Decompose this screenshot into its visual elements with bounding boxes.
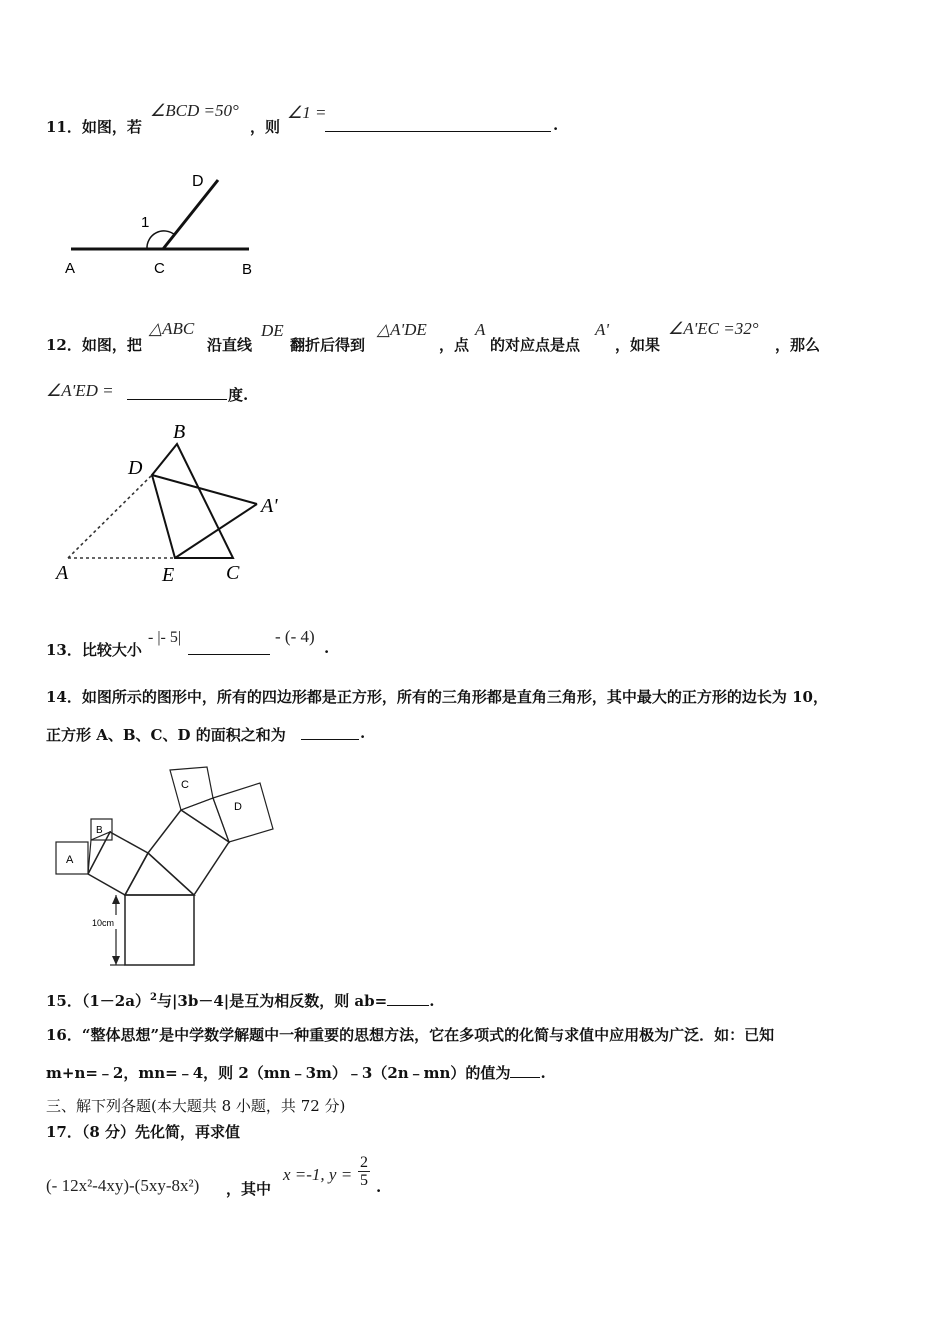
q16-line1: 16．“整体思想”是中学数学解题中一种重要的思想方法，它在多项式的化简与求值中应用极为广泛．如：已知 bbox=[46, 1026, 775, 1044]
label-c: C bbox=[226, 562, 240, 584]
q14-figure bbox=[50, 755, 290, 975]
q14-answer-blank[interactable] bbox=[301, 724, 359, 740]
label-b: B bbox=[96, 825, 103, 836]
label-a: A bbox=[56, 562, 69, 584]
q12-e3: △A'DE bbox=[377, 320, 427, 339]
q12-e4: A bbox=[475, 320, 486, 339]
q12-t2: 沿直线 bbox=[207, 336, 253, 354]
q17-fraction bbox=[358, 1154, 370, 1189]
q12-t3: 翻折后得到 bbox=[290, 336, 366, 354]
q11-expr-angle-bcd: ∠BCD =50° bbox=[150, 101, 239, 120]
q14-line1: 14．如图所示的图形中，所有的四边形都是正方形，所有的三角形都是直角三角形，其中最大的正方形的边长为 10， bbox=[46, 688, 828, 706]
q11-text1: 如图，若 bbox=[81, 118, 142, 136]
q17-expr: (- 12x²-4xy)-(5xy-8x²) bbox=[46, 1176, 200, 1195]
q12-number: 12． bbox=[46, 336, 82, 354]
dashed-ad bbox=[68, 475, 152, 558]
q12-answer-blank[interactable] bbox=[127, 384, 227, 400]
q17-cond: x =-1, y = bbox=[283, 1165, 353, 1184]
q11-number: 11． bbox=[46, 118, 82, 136]
q12-t6: ，如果 bbox=[615, 336, 661, 354]
q16-line2: m+n=﹣2，mn=﹣4，则 2（mn﹣3m）﹣3（2n﹣mn）的值为 bbox=[46, 1064, 511, 1082]
left-square bbox=[88, 832, 148, 895]
q16-answer-blank[interactable] bbox=[510, 1063, 540, 1078]
label-a: A bbox=[66, 854, 74, 866]
q14-line2: 正方形 A、B、C、D 的面积之和为 bbox=[46, 726, 286, 744]
q17-mid: ，其中 bbox=[226, 1180, 272, 1198]
q12-e2: DE bbox=[261, 321, 284, 340]
label-b: B bbox=[173, 421, 186, 443]
q12-t1: 如图，把 bbox=[81, 336, 142, 354]
q13-end: . bbox=[324, 639, 330, 657]
q11-expr-angle-1: ∠1 = bbox=[287, 103, 327, 122]
q13-text: 比较大小 bbox=[81, 641, 142, 659]
square-d bbox=[213, 783, 273, 842]
q11-text2: ，则 bbox=[250, 118, 281, 136]
q15-text1: 15．（1－2a） bbox=[46, 992, 150, 1010]
q11-figure bbox=[55, 165, 275, 285]
largest-square bbox=[125, 895, 194, 965]
q13-number: 13． bbox=[46, 641, 82, 659]
arrow-up-icon bbox=[112, 895, 120, 904]
q12-t8: 度. bbox=[228, 386, 249, 404]
q12-number-text bbox=[46, 334, 142, 355]
q11-line bbox=[46, 116, 142, 137]
q13-expr1: - |- 5| bbox=[148, 629, 182, 646]
arrow-down-icon bbox=[112, 956, 120, 965]
label-b: B bbox=[242, 261, 253, 278]
q11-end: . bbox=[553, 116, 559, 134]
label-d: D bbox=[192, 173, 204, 190]
label-10cm: 10cm bbox=[92, 918, 115, 928]
main-triangle bbox=[125, 853, 194, 895]
label-1: 1 bbox=[141, 214, 150, 231]
label-c: C bbox=[154, 260, 165, 277]
right-square bbox=[148, 810, 229, 895]
q16-end: . bbox=[540, 1064, 546, 1082]
q17-frac-num: 2 bbox=[360, 1154, 368, 1171]
label-a-prime: A' bbox=[261, 495, 278, 517]
label-d: D bbox=[234, 801, 242, 813]
q15-line bbox=[46, 990, 434, 1011]
q15-sup: 2 bbox=[149, 992, 157, 1003]
q15-answer-blank[interactable] bbox=[387, 991, 429, 1006]
q12-e1: △ABC bbox=[149, 319, 195, 338]
quad-bdec bbox=[152, 444, 233, 558]
section3-title: 三、解下列各题(本大题共 8 小题，共 72 分) bbox=[46, 1097, 346, 1115]
label-d: D bbox=[128, 457, 143, 479]
q12-figure bbox=[45, 412, 305, 592]
right-small-triangle bbox=[181, 798, 229, 842]
q15-end: . bbox=[429, 992, 435, 1010]
ray-cd bbox=[163, 180, 218, 249]
q13-answer-blank[interactable] bbox=[188, 639, 270, 655]
q17-end: . bbox=[376, 1178, 382, 1196]
q14-end: . bbox=[360, 724, 366, 742]
q11-answer-blank[interactable] bbox=[325, 116, 551, 132]
q12-e5: A' bbox=[595, 320, 610, 339]
q12-e6: ∠A'EC =32° bbox=[668, 319, 759, 338]
label-c: C bbox=[181, 779, 189, 791]
label-e: E bbox=[162, 564, 175, 586]
q12-t7: ，那么 bbox=[775, 336, 821, 354]
q17-frac-den: 5 bbox=[360, 1172, 368, 1189]
label-a: A bbox=[65, 260, 76, 277]
q13-expr2: - (- 4) bbox=[275, 627, 315, 646]
q13-number-text bbox=[46, 639, 142, 660]
q16-line2-wrap bbox=[46, 1062, 546, 1083]
q17-title: 17．（8 分）先化简，再求值 bbox=[46, 1123, 241, 1141]
q12-t4: ，点 bbox=[439, 336, 470, 354]
q12-t5: 的对应点是点 bbox=[490, 336, 581, 354]
q15-text2: 与|3b－4|是互为相反数，则 ab= bbox=[156, 992, 388, 1010]
line-ea-prime bbox=[175, 504, 257, 558]
q12-e7: ∠A'ED = bbox=[46, 381, 114, 400]
square-c bbox=[170, 767, 213, 810]
